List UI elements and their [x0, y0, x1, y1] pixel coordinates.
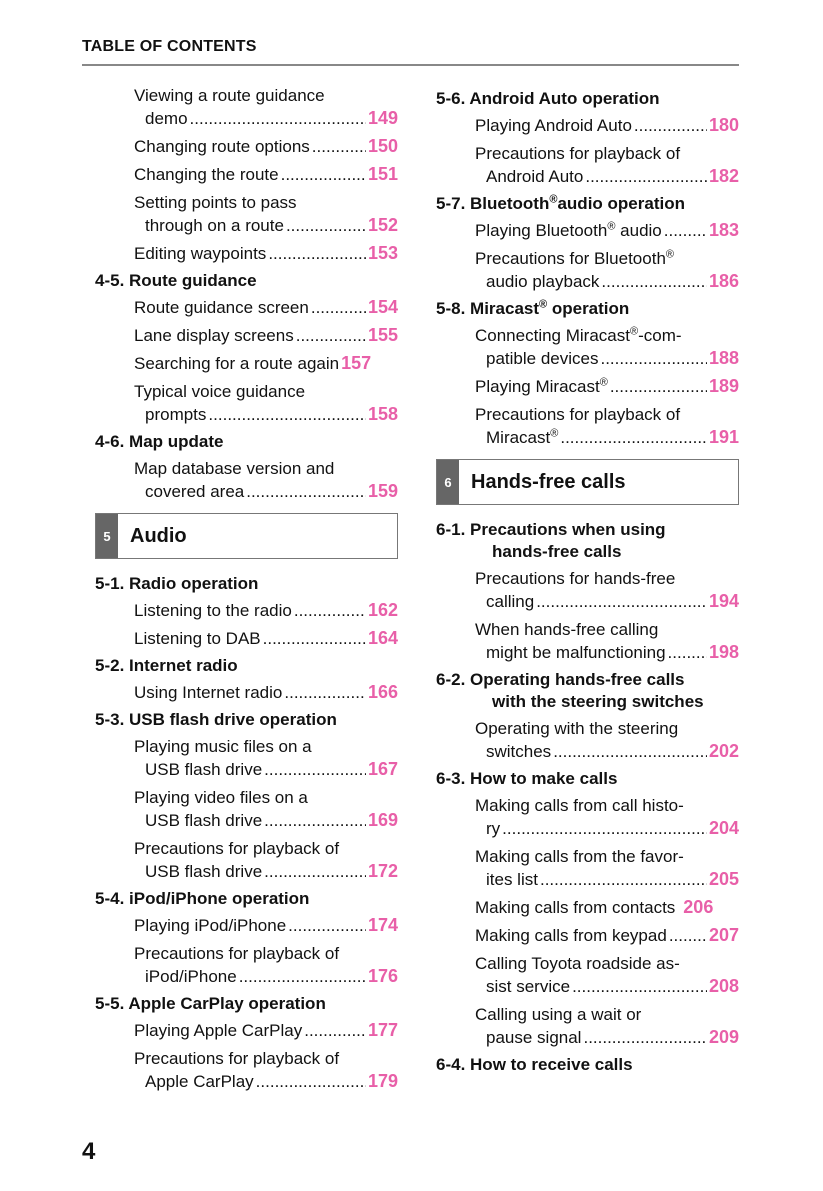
page-link[interactable]: 153 [367, 243, 398, 263]
page-link[interactable]: 188 [708, 348, 739, 368]
page-link[interactable]: 186 [708, 271, 739, 291]
section-heading[interactable]: 6-2. Operating hands-free calls with the steering switches [436, 670, 704, 711]
page-link[interactable]: 194 [708, 591, 739, 611]
chapter-number-badge: 6 [437, 460, 459, 504]
toc-entry[interactable]: Typical voice guidance prompts ..... 158 [95, 380, 398, 426]
section-heading[interactable]: 4-5. Route guidance [95, 271, 257, 290]
toc-entry[interactable]: Listening to DAB ..... 164 [95, 627, 398, 650]
toc-entry[interactable]: Making calls from the favor- ites list ..... 205 [436, 845, 739, 891]
page-link[interactable]: 198 [708, 642, 739, 662]
page-link[interactable]: 157 [341, 353, 372, 373]
chapter-header[interactable] [436, 459, 739, 505]
toc-entry[interactable]: Playing music files on a USB flash drive ..... 167 [95, 735, 398, 781]
toc-entry[interactable]: Editing waypoints ..... 153 [95, 242, 398, 265]
toc-entry[interactable]: Map database version and covered area ..... 159 [95, 457, 398, 503]
toc-entry[interactable]: Lane display screens ..... 155 [95, 324, 398, 347]
toc-entry[interactable]: Operating with the steering switches ..... 202 [436, 717, 739, 763]
chapter-title: Hands-free calls [471, 470, 626, 493]
section-heading[interactable]: 6-4. How to receive calls [436, 1055, 633, 1074]
toc-entry[interactable]: Setting points to pass through on a route ..... 152 [95, 191, 398, 237]
page-link[interactable]: 208 [708, 976, 739, 996]
toc-entry[interactable]: Playing iPod/iPhone ..... 174 [95, 914, 398, 937]
page-link[interactable]: 180 [708, 115, 739, 135]
page-link[interactable]: 162 [367, 600, 398, 620]
page-link[interactable]: 206 [683, 897, 714, 917]
page-number: 4 [82, 1138, 96, 1165]
page-link[interactable]: 167 [367, 759, 398, 779]
toc-entry[interactable]: Making calls from keypad ..... 207 [436, 924, 739, 947]
section-heading[interactable]: 5-2. Internet radio [95, 656, 238, 675]
toc-entry[interactable]: Precautions for playback of Apple CarPlay ..... 179 [95, 1047, 398, 1093]
header-divider [82, 64, 739, 66]
chapter-title: Audio [130, 524, 187, 547]
section-heading[interactable]: 5-1. Radio operation [95, 574, 259, 593]
page-link[interactable]: 172 [367, 861, 398, 881]
toc-entry[interactable]: Precautions for playback of Android Auto ..... 182 [436, 142, 739, 188]
toc-entry[interactable]: Making calls from contacts 206 [475, 897, 714, 917]
toc-entry[interactable]: Precautions for Bluetooth® audio playback ..... 186 [436, 247, 739, 293]
section-heading[interactable]: 4-6. Map update [95, 432, 224, 451]
page-link[interactable]: 191 [708, 427, 739, 447]
page-link[interactable]: 164 [367, 628, 398, 648]
toc-entry[interactable]: Calling using a wait or pause signal ..... 209 [436, 1003, 739, 1049]
section-heading[interactable]: 6-3. How to make calls [436, 769, 618, 788]
toc-entry[interactable]: Route guidance screen ..... 154 [95, 296, 398, 319]
page-link[interactable]: 169 [367, 810, 398, 830]
section-heading[interactable]: 6-1. Precautions when using hands-free calls [436, 520, 666, 561]
toc-entry[interactable]: Connecting Miracast®-com- patible devices ..... 188 [436, 324, 739, 370]
chapter-number-badge: 5 [96, 514, 118, 558]
page-link[interactable]: 177 [367, 1020, 398, 1040]
section-heading[interactable]: 5-7. Bluetooth®audio operation [436, 193, 685, 213]
toc-entry[interactable]: Playing Bluetooth® audio ..... 183 [436, 219, 739, 242]
page-link[interactable]: 183 [708, 220, 739, 240]
toc-entry[interactable]: Changing the route ..... 151 [95, 163, 398, 186]
toc-entry[interactable]: Listening to the radio ..... 162 [95, 599, 398, 622]
toc-entry[interactable]: Calling Toyota roadside as- sist service ..... 208 [436, 952, 739, 998]
page-link[interactable]: 205 [708, 869, 739, 889]
toc-entry[interactable]: Playing Android Auto ..... 180 [436, 114, 739, 137]
page-link[interactable]: 151 [367, 164, 398, 184]
page-link[interactable]: 154 [367, 297, 398, 317]
chapter-header[interactable] [95, 513, 398, 559]
section-heading[interactable]: 5-3. USB flash drive operation [95, 710, 337, 729]
section-heading[interactable]: 5-6. Android Auto operation [436, 89, 660, 108]
section-heading[interactable]: 5-4. iPod/iPhone operation [95, 889, 310, 908]
page-header: TABLE OF CONTENTS [82, 38, 257, 55]
toc-entry[interactable]: Playing video files on a USB flash drive ..... 169 [95, 786, 398, 832]
page-link[interactable]: 204 [708, 818, 739, 838]
toc-entry[interactable]: Precautions for playback of Miracast® ..... 191 [436, 403, 739, 449]
page-link[interactable]: 158 [367, 404, 398, 424]
page-link[interactable]: 150 [367, 136, 398, 156]
page-link[interactable]: 149 [367, 108, 398, 128]
toc-entry[interactable]: Precautions for hands-free calling ..... 194 [436, 567, 739, 613]
page-link[interactable]: 152 [367, 215, 398, 235]
toc-right-column [436, 84, 739, 1080]
toc-entry[interactable]: Searching for a route again 157 [134, 353, 372, 373]
page-link[interactable]: 207 [708, 925, 739, 945]
section-heading[interactable]: 5-5. Apple CarPlay operation [95, 994, 326, 1013]
page-link[interactable]: 155 [367, 325, 398, 345]
toc-entry[interactable]: Precautions for playback of iPod/iPhone ..... 176 [95, 942, 398, 988]
page-link[interactable]: 202 [708, 741, 739, 761]
toc-entry[interactable]: Precautions for playback of USB flash drive ..... 172 [95, 837, 398, 883]
toc-entry[interactable]: When hands-free calling might be malfunctioning ..... 198 [436, 618, 739, 664]
page-link[interactable]: 189 [708, 376, 739, 396]
toc-entry[interactable]: Using Internet radio ..... 166 [95, 681, 398, 704]
page-link[interactable]: 176 [367, 966, 398, 986]
page-link[interactable]: 182 [708, 166, 739, 186]
page-link[interactable]: 179 [367, 1071, 398, 1091]
toc-entry[interactable]: Playing Apple CarPlay ..... 177 [95, 1019, 398, 1042]
toc-entry[interactable]: Viewing a route guidance demo ..... 149 [95, 84, 398, 130]
page-link[interactable]: 166 [367, 682, 398, 702]
toc-left-column [95, 84, 398, 1098]
page-link[interactable]: 209 [708, 1027, 739, 1047]
section-heading[interactable]: 5-8. Miracast® operation [436, 298, 630, 318]
toc-entry[interactable]: Playing Miracast® ..... 189 [436, 375, 739, 398]
toc-entry[interactable]: Making calls from call histo- ry ..... 204 [436, 794, 739, 840]
page-link[interactable]: 174 [367, 915, 398, 935]
toc-entry[interactable]: Changing route options ..... 150 [95, 135, 398, 158]
page-link[interactable]: 159 [367, 481, 398, 501]
